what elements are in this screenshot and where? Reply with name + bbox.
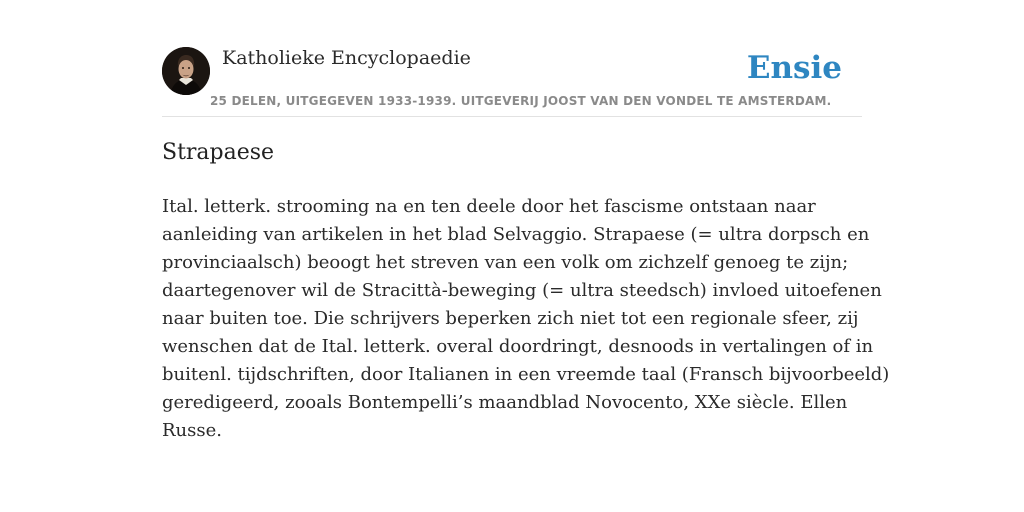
- body-line: naar buiten toe. Die schrijvers beperken zich niet tot een regionale sfeer, zij: [162, 308, 859, 329]
- body-line: Russe.: [162, 420, 222, 441]
- body-line: buitenl. tijdschriften, door Italianen in een vreemde taal (Fransch bijvoorbeeld): [162, 364, 890, 385]
- body-line: aanleiding van artikelen in het blad Selvaggio. Strapaese (= ultra dorpsch en: [162, 224, 870, 245]
- source-header: [162, 44, 862, 117]
- ensie-logo[interactable]: Ensie: [746, 50, 842, 86]
- entry-title: Strapaese: [162, 140, 275, 165]
- entry-body: [162, 193, 890, 445]
- body-line: wenschen dat de Ital. letterk. overal doordringt, desnoods in vertalingen of in: [162, 336, 874, 357]
- portrait-icon[interactable]: [162, 47, 210, 95]
- body-line: Ital. letterk. strooming na en ten deele door het fascisme ontstaan naar: [162, 196, 816, 217]
- source-meta: 25 DELEN, UITGEGEVEN 1933-1939. UITGEVERIJ JOOST VAN DEN VONDEL TE AMSTERDAM.: [210, 94, 832, 108]
- body-line: geredigeerd, zooals Bontempelli’s maandblad Novocento, XXe siècle. Ellen: [162, 392, 848, 413]
- body-line: provinciaalsch) beoogt het streven van een volk om zichzelf genoeg te zijn;: [162, 252, 849, 273]
- source-title[interactable]: Katholieke Encyclopaedie: [222, 47, 471, 69]
- body-line: daartegenover wil de Stracittà-beweging (= ultra steedsch) invloed uitoefenen: [162, 280, 882, 301]
